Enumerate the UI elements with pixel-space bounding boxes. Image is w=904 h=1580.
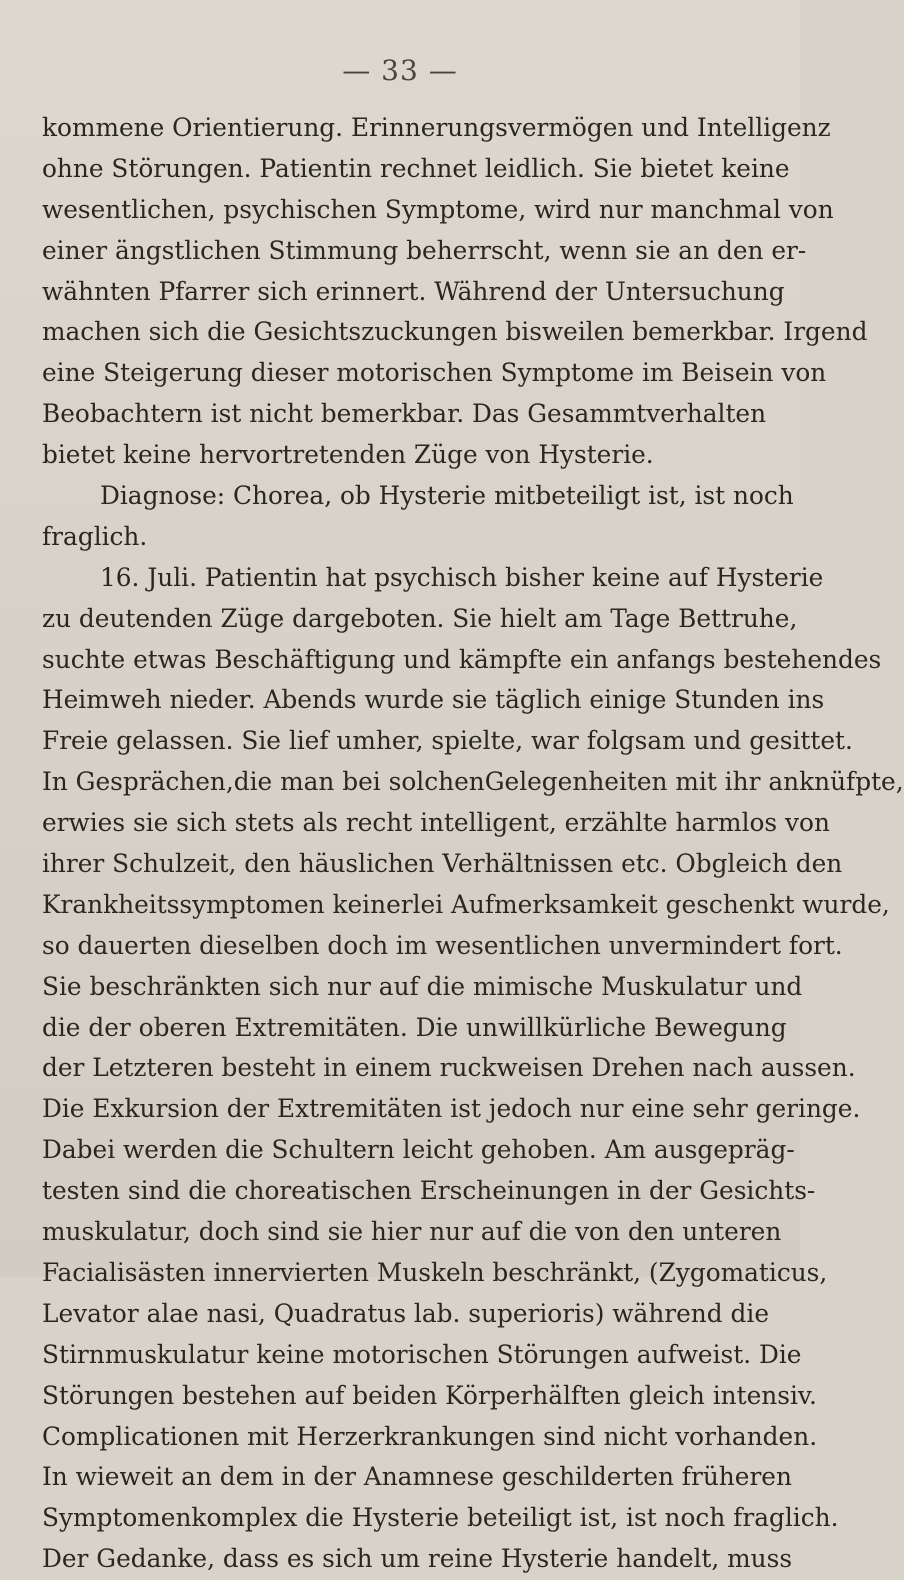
- text-line: Sie beschränkten sich nur auf die mimische Muskulatur und: [42, 971, 803, 1001]
- text-line: so dauerten dieselben doch im wesentlichen unvermindert fort.: [42, 930, 843, 960]
- text-line: Freie gelassen. Sie lief umher, spielte, war folgsam und gesittet.: [42, 726, 853, 756]
- date-entry-line: 16. Juli. Patientin hat psychisch bisher keine auf Hysterie: [100, 562, 824, 592]
- text-line: Complicationen mit Herzerkrankungen sind nicht vorhanden.: [42, 1421, 818, 1451]
- text-line: Facialisästen innervierten Muskeln beschränkt, (Zygomaticus,: [42, 1257, 828, 1287]
- text-line: Levator alae nasi, Quadratus lab. superioris) während die: [42, 1298, 770, 1328]
- text-line: Dabei werden die Schultern leicht gehoben. Am ausgepräg-: [42, 1135, 795, 1165]
- text-line: erwies sie sich stets als recht intelligent, erzählte harmlos von: [42, 808, 830, 838]
- text-line: eine Steigerung dieser motorischen Symptome im Beisein von: [42, 358, 827, 388]
- text-line: machen sich die Gesichtszuckungen bisweilen bemerkbar. Irgend: [42, 317, 868, 347]
- text-line: Stirnmuskulatur keine motorischen Störungen aufweist. Die: [42, 1339, 802, 1369]
- text-line: zu deutenden Züge dargeboten. Sie hielt am Tage Bettruhe,: [42, 603, 798, 633]
- diagnosis-line: Diagnose: Chorea, ob Hysterie mitbeteiligt ist, ist noch: [100, 481, 794, 511]
- text-line: Beobachtern ist nicht bemerkbar. Das Gesammtverhalten: [42, 399, 767, 429]
- page-number: — 33 —: [342, 54, 458, 87]
- text-line: Symptomenkomplex die Hysterie beteiligt ist, ist noch fraglich.: [42, 1503, 839, 1533]
- text-line: kommene Orientierung. Erinnerungsvermögen und Intelligenz: [42, 113, 831, 142]
- text-line: In wieweit an dem in der Anamnese geschilderten früheren: [42, 1462, 792, 1492]
- text-line: testen sind die choreatischen Erscheinungen in der Gesichts-: [42, 1176, 816, 1206]
- text-line: suchte etwas Beschäftigung und kämpfte ein anfangs bestehendes: [42, 644, 882, 674]
- text-line: fraglich.: [42, 521, 148, 551]
- text-line: In Gesprächen,die man bei solchenGelegenheiten mit ihr anknüfpte,: [42, 767, 904, 797]
- text-line: Heimweh nieder. Abends wurde sie täglich einige Stunden ins: [42, 685, 825, 715]
- text-line: Die Exkursion der Extremitäten ist jedoch nur eine sehr geringe.: [42, 1094, 861, 1124]
- text-line: wesentlichen, psychischen Symptome, wird nur manchmal von: [42, 194, 834, 224]
- text-line: Der Gedanke, dass es sich um reine Hysterie handelt, muss: [42, 1544, 793, 1574]
- text-line: ihrer Schulzeit, den häuslichen Verhältnissen etc. Obgleich den: [42, 849, 843, 879]
- text-line: Krankheitssymptomen keinerlei Aufmerksamkeit geschenkt wurde,: [42, 889, 890, 919]
- text-line: ohne Störungen. Patientin rechnet leidlich. Sie bietet keine: [42, 153, 790, 183]
- text-line: wähnten Pfarrer sich erinnert. Während der Untersuchung: [42, 276, 785, 306]
- text-line: der Letzteren besteht in einem ruckweisen Drehen nach aussen.: [42, 1053, 856, 1083]
- text-line: einer ängstlichen Stimmung beherrscht, wenn sie an den er-: [42, 235, 807, 265]
- body-text: [42, 108, 904, 1580]
- text-line: bietet keine hervortretenden Züge von Hysterie.: [42, 440, 654, 470]
- text-line: die der oberen Extremitäten. Die unwillkürliche Bewegung: [42, 1012, 787, 1042]
- text-line: muskulatur, doch sind sie hier nur auf die von den unteren: [42, 1217, 782, 1247]
- text-line: Störungen bestehen auf beiden Körperhälften gleich intensiv.: [42, 1380, 817, 1410]
